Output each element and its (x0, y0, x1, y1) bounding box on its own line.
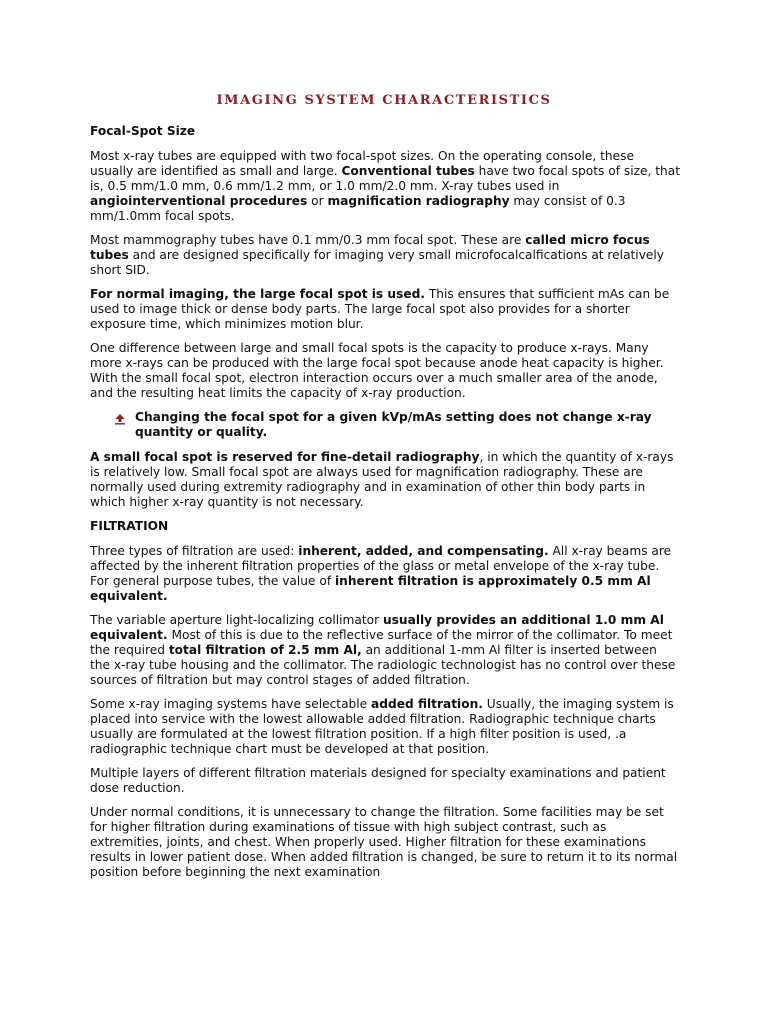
paragraph-normal-conditions: Under normal conditions, it is unnecessary to change the filtration. Some facilities may be set for higher filtration during examinations of tissue with high subject contrast, such as extremities, joints, and chest. When properly used. Higher filtration for these examinations results in lower patient dose. When added filtration is changed, be sure to return it to its normal position before beginning the next examination (90, 805, 678, 879)
paragraph-multiple-layers: Multiple layers of different filtration materials designed for specialty examinations and patient dose reduction. (90, 766, 666, 795)
document-body (90, 124, 680, 889)
paragraph-focal-spot-difference: One difference between large and small focal spots is the capacity to produce x-rays. Many more x-rays can be produced with the large focal spot because anode heat capacity is higher. With the small focal spot, electron interaction occurs over a much smaller area of the anode, and the resulting heat limits the capacity of x-ray production. (90, 341, 664, 400)
paragraph-added-filtration: Some x-ray imaging systems have selectable added filtration. Usually, the imaging system is placed into service with the lowest allowable added filtration. Radiographic technique charts usually are formulated at the lowest filtration position. If a high filter position is used, .a radiographic technique chart must be developed at that position. (90, 697, 674, 756)
bullet-item (90, 410, 680, 440)
paragraph-small-focal-spot: A small focal spot is reserved for fine-detail radiography, in which the quantity of x-rays is relatively low. Small focal spot are always used for magnification radiography. These are normally used during extremity radiography and in examination of other thin body parts in which higher x-ray quantity is not necessary. (90, 450, 674, 509)
section-heading-focal-spot: Focal-Spot Size (90, 124, 196, 138)
paragraph-normal-imaging: For normal imaging, the large focal spot is used. This ensures that sufficient mAs can be used to image thick or dense body parts. The large focal spot also provides for a shorter exposure time, which minimizes motion blur. (90, 287, 670, 331)
paragraph-focal-spot-intro: Most x-ray tubes are equipped with two focal-spot sizes. On the operating console, these usually are identified as small and large. Conventional tubes have two focal spots of size, that is, 0.5 mm/1.0 mm, 0.6 mm/1.2 mm, or 1.0 mm/2.0 mm. X-ray tubes used in angiointerventional procedures or magnification radiography may consist of 0.3 mm/1.0mm focal spots. (90, 149, 680, 223)
page-title: IMAGING SYSTEM CHARACTERISTICS (216, 93, 552, 108)
paragraph-filtration-types: Three types of filtration are used: inherent, added, and compensating. All x-ray beams are affected by the inherent filtration properties of the glass or metal envelope of the x-ray tube. For general purpose tubes, the value of inherent filtration is approximately 0.5 mm Al equivalent. (90, 544, 672, 603)
paragraph-collimator: The variable aperture light-localizing collimator usually provides an additional 1.0 mm Al equivalent. Most of this is due to the reflective surface of the mirror of the collimator. To meet the required total filtration of 2.5 mm Al, an additional 1-mm Al filter is inserted between the x-ray tube housing and the collimator. The radiologic technologist has no control over these sources of filtration but may control stages of added filtration. (90, 613, 676, 687)
paragraph-mammography: Most mammography tubes have 0.1 mm/0.3 mm focal spot. These are called micro focus tubes and are designed specifically for imaging very small microfocalcalfications at relatively short SID. (90, 233, 665, 277)
arrow-bullet-icon (114, 413, 126, 425)
bullet-text: Changing the focal spot for a given kVp/mAs setting does not change x-ray quantity or quality. (135, 410, 652, 439)
section-heading-filtration: FILTRATION (90, 519, 169, 533)
